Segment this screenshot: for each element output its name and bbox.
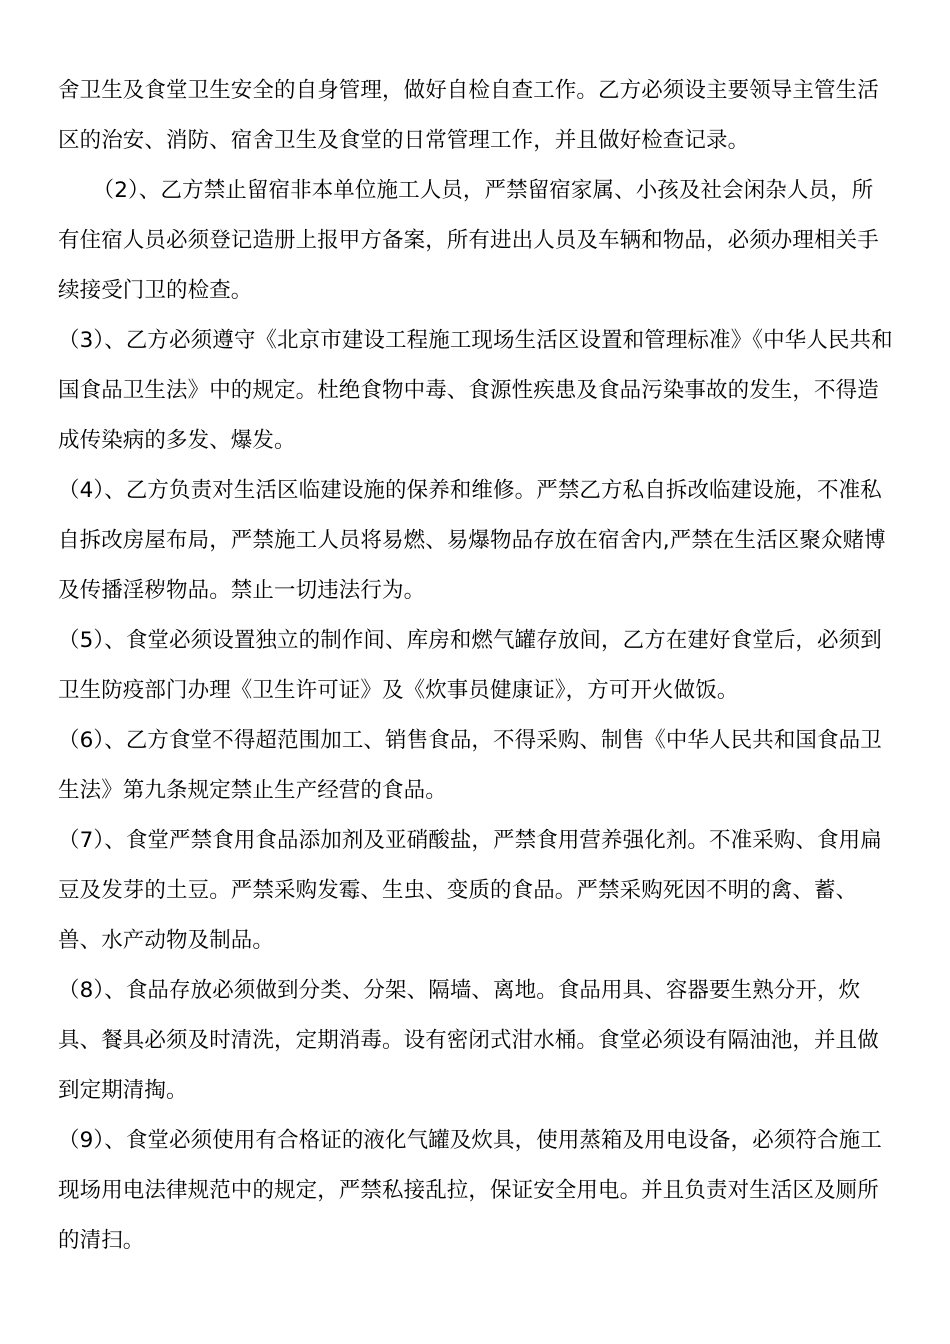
paragraph-item-2: （2）、乙方禁止留宿非本单位施工人员，严禁留宿家属、小孩及社会闲杂人员，所有住宿人员必须登记造册上报甲方备案，所有进出人员及车辆和物品，必须办理相关手续接受门卫的检查。 <box>58 178 879 303</box>
paragraph-item-5: （5）、食堂必须设置独立的制作间、库房和燃气罐存放间，乙方在建好食堂后，必须到卫生防疫部门办理《卫生许可证》及《炊事员健康证》，方可开火做饭。 <box>58 628 882 703</box>
paragraph-item-7: （7）、食堂严禁食用食品添加剂及亚硝酸盐，严禁食用营养强化剂。不准采购、食用扁豆及发芽的土豆。严禁采购发霉、生虫、变质的食品。严禁采购死因不明的禽、蓄、兽、水产动物及制品。 <box>58 828 882 953</box>
paragraph-item-3: （3）、乙方必须遵守《北京市建设工程施工现场生活区设置和管理标准》《中华人民共和国食品卫生法》中的规定。杜绝食物中毒、食源性疾患及食品污染事故的发生，不得造成传染病的多发、爆发。 <box>58 328 893 453</box>
paragraph-continuation: 舍卫生及食堂卫生安全的自身管理，做好自检自查工作。乙方必须设主要领导主管生活区的治安、消防、宿舍卫生及食堂的日常管理工作，并且做好检查记录。 <box>58 78 879 153</box>
paragraph-item-4: （4）、乙方负责对生活区临建设施的保养和维修。严禁乙方私自拆改临建设施，不准私自拆改房屋布局，严禁施工人员将易燃、易爆物品存放在宿舍内,严禁在生活区聚众赌博及传播淫秽物品。禁止一切违法行为。 <box>58 478 886 603</box>
paragraph-item-6: （6）、乙方食堂不得超范围加工、销售食品，不得采购、制售《中华人民共和国食品卫生法》第九条规定禁止生产经营的食品。 <box>58 728 882 803</box>
paragraph-item-9: （9）、食堂必须使用有合格证的液化气罐及炊具，使用蒸箱及用电设备，必须符合施工现场用电法律规范中的规定，严禁私接乱拉，保证安全用电。并且负责对生活区及厕所的清扫。 <box>58 1128 882 1253</box>
paragraph-item-8: （8）、食品存放必须做到分类、分架、隔墙、离地。食品用具、容器要生熟分开，炊具、餐具必须及时清洗，定期消毒。设有密闭式泔水桶。食堂必须设有隔油池，并且做到定期清掏。 <box>58 978 879 1103</box>
